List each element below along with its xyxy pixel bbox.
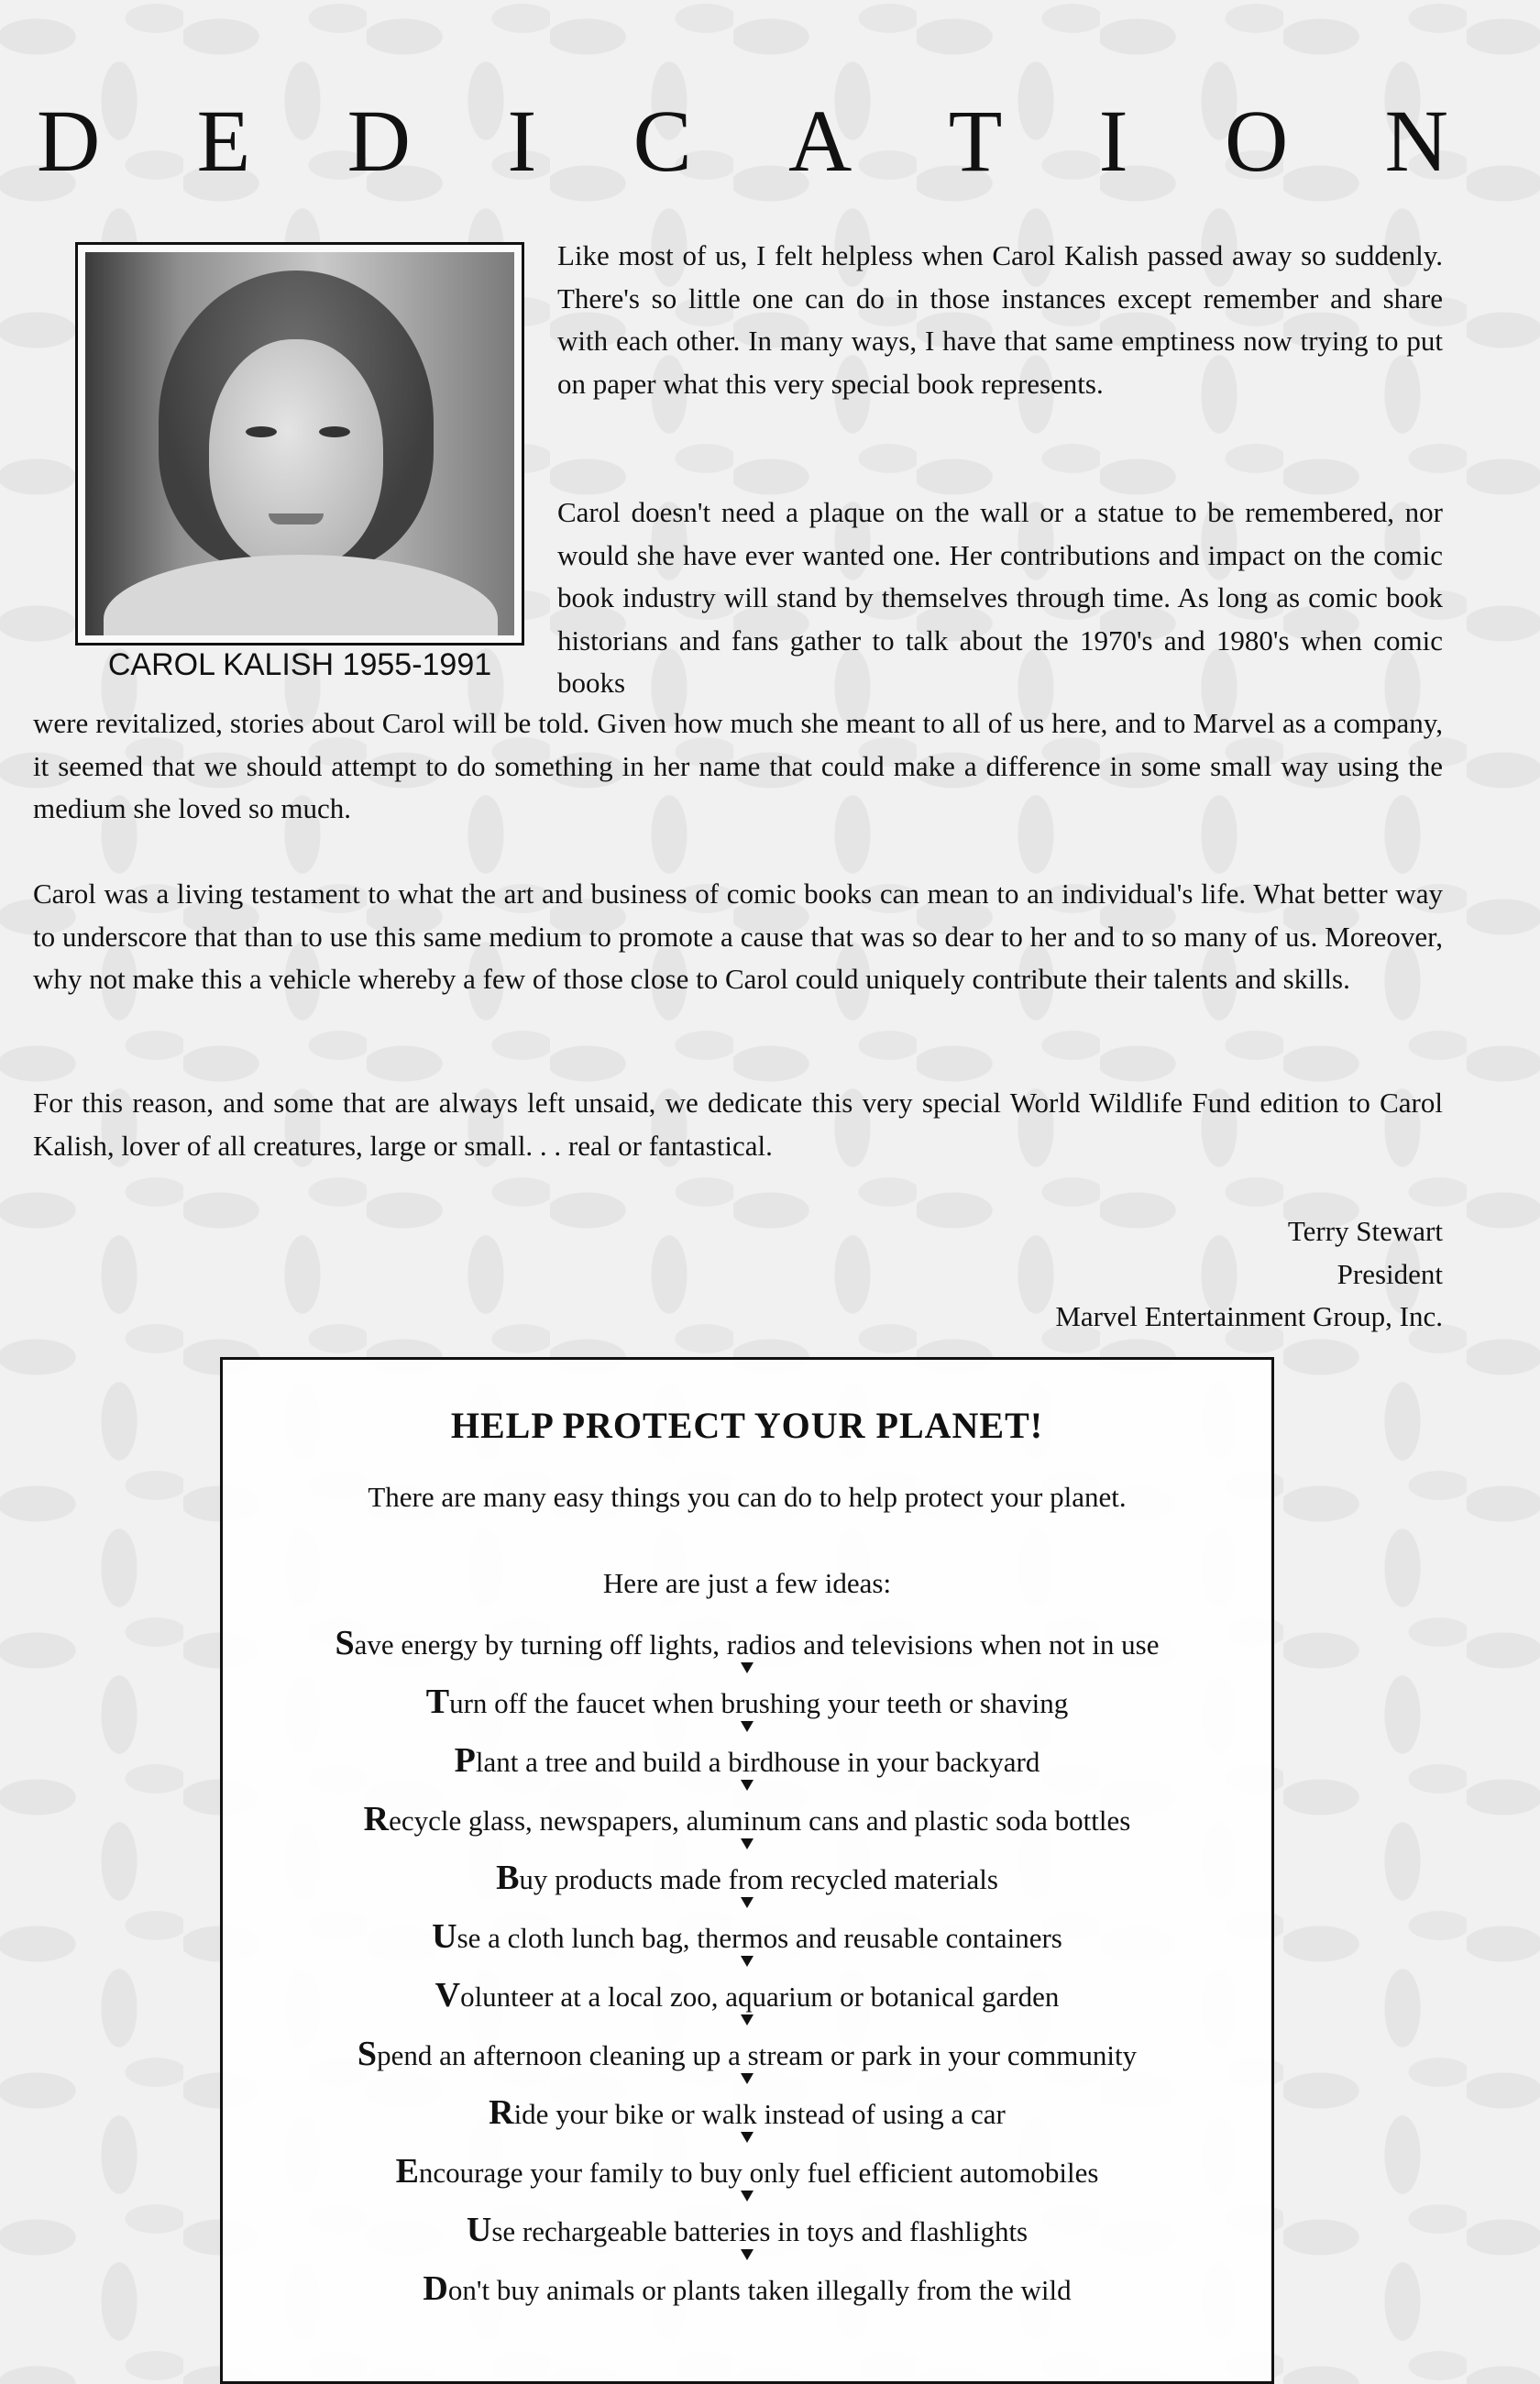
tip-initial: T: [425, 1683, 450, 1721]
title-letter: C: [632, 92, 692, 190]
tip-initial: D: [423, 2269, 448, 2308]
page-title: [37, 92, 1448, 190]
box-ideas-label: Here are just a few ideas:: [602, 1567, 892, 1599]
letter-paragraph-2-upper: Carol doesn't need a plaque on the wall or a statue to be remembered, nor would she have ever wanted one. Her contributions and impact on the comic book industry will stand by themselves through time. As long as comic book historians and fans gather to talk about the 1970's and 1980's when comic books: [557, 496, 1443, 699]
title-letter: T: [948, 92, 1003, 190]
photo-shoulders: [104, 555, 498, 635]
photo-eye: [246, 426, 277, 437]
tip-initial: E: [395, 2152, 419, 2191]
tip-item: [223, 1802, 1271, 1860]
portrait-photo: [85, 252, 514, 635]
tip-initial: S: [335, 1624, 355, 1662]
down-arrow-icon: [741, 2191, 754, 2202]
letter-paragraph-3: Carol was a living testament to what the art and business of comic books can mean to an individual's life. What better way to underscore that than to use this same medium to promote a cause that was so dear to her and to so many of us. Moreover, why not make this a vehicle whereby a few of those close to Carol could uniquely contribute their talents and skills.: [33, 877, 1443, 995]
tip-text: lant a tree and build a birdhouse in your backyard: [475, 1746, 1040, 1778]
tip-text: ide your bike or walk instead of using a car: [513, 2098, 1006, 2130]
signature-name: Terry Stewart: [1287, 1215, 1443, 1247]
title-letter: I: [1098, 92, 1128, 190]
down-arrow-icon: [741, 1721, 754, 1732]
down-arrow-icon: [741, 1780, 754, 1791]
tip-initial: U: [466, 2211, 492, 2249]
tip-initial: S: [357, 2035, 378, 2073]
down-arrow-icon: [741, 1838, 754, 1849]
tip-item: [223, 2095, 1271, 2154]
box-intro: There are many easy things you can do to help protect your planet.: [368, 1481, 1127, 1513]
down-arrow-icon: [741, 1662, 754, 1673]
tip-item: [223, 2271, 1271, 2330]
tip-item: [223, 2213, 1271, 2271]
tip-text: olunteer at a local zoo, aquarium or botanical garden: [460, 1981, 1060, 2013]
photo-caption: CAROL KALISH 1955-1991: [107, 647, 492, 682]
tip-item: [223, 1978, 1271, 2036]
down-arrow-icon: [741, 2014, 754, 2025]
letter-paragraph-4: For this reason, and some that are always left unsaid, we dedicate this very special World Wildlife Fund edition to Carol Kalish, lover of all creatures, large or small. . . real or fantastical.: [33, 1087, 1443, 1162]
down-arrow-icon: [741, 1956, 754, 1967]
tip-text: se rechargeable batteries in toys and flashlights: [491, 2215, 1028, 2247]
tip-text: on't buy animals or plants taken illegally from the wild: [447, 2274, 1072, 2306]
tip-item: [223, 1919, 1271, 1978]
tips-list: [223, 1626, 1271, 2330]
title-letter: E: [196, 92, 251, 190]
tip-initial: R: [489, 2093, 514, 2132]
title-letter: D: [346, 92, 411, 190]
portrait-photo-frame: [75, 242, 524, 646]
tip-initial: U: [432, 1917, 457, 1956]
letter-paragraph-1: Like most of us, I felt helpless when Carol Kalish passed away so suddenly. There's so little one can do in those instances except remember and share with each other. In many ways, I have that same emptiness now trying to put on paper what this very special book represents.: [557, 239, 1443, 400]
title-letter: D: [37, 92, 101, 190]
tip-text: ncourage your family to buy only fuel efficient automobiles: [418, 2157, 1099, 2189]
title-letter: I: [507, 92, 537, 190]
box-title: HELP PROTECT YOUR PLANET!: [450, 1405, 1044, 1446]
tip-initial: R: [363, 1800, 390, 1838]
title-letter: A: [788, 92, 852, 190]
tip-initial: P: [454, 1741, 476, 1780]
tip-text: pend an afternoon cleaning up a stream or park in your community: [377, 2039, 1138, 2071]
tip-text: ave energy by turning off lights, radios and televisions when not in use: [354, 1628, 1160, 1661]
tip-item: [223, 1684, 1271, 1743]
tip-text: uy products made from recycled materials: [519, 1863, 998, 1895]
tip-item: [223, 1860, 1271, 1919]
tip-item: [223, 2154, 1271, 2213]
down-arrow-icon: [741, 2132, 754, 2143]
tip-text: se a cloth lunch bag, thermos and reusable containers: [456, 1922, 1062, 1954]
down-arrow-icon: [741, 2249, 754, 2260]
tip-initial: V: [434, 1976, 461, 2014]
tip-text: ecycle glass, newspapers, aluminum cans and plastic soda bottles: [389, 1805, 1131, 1837]
signature-block: [1055, 1210, 1443, 1339]
tip-item: [223, 1743, 1271, 1802]
signature-title: President: [1336, 1257, 1443, 1290]
tip-initial: B: [496, 1859, 520, 1897]
photo-face: [209, 339, 383, 568]
photo-mouth: [269, 513, 324, 524]
help-protect-box: [220, 1357, 1274, 2384]
title-letter: O: [1224, 92, 1289, 190]
tip-text: urn off the faucet when brushing your teeth or shaving: [449, 1687, 1069, 1719]
down-arrow-icon: [741, 1897, 754, 1908]
tip-item: [223, 2036, 1271, 2095]
down-arrow-icon: [741, 2073, 754, 2084]
signature-company: Marvel Entertainment Group, Inc.: [1055, 1300, 1443, 1332]
title-letter: N: [1384, 92, 1448, 190]
photo-eye: [319, 426, 350, 437]
tip-item: [223, 1626, 1271, 1684]
letter-paragraph-2-lower: were revitalized, stories about Carol will be told. Given how much she meant to all of us here, and to Marvel as a company, it seemed that we should attempt to do something in her name that could make a difference in some small way using the medium she loved so much.: [33, 707, 1443, 824]
